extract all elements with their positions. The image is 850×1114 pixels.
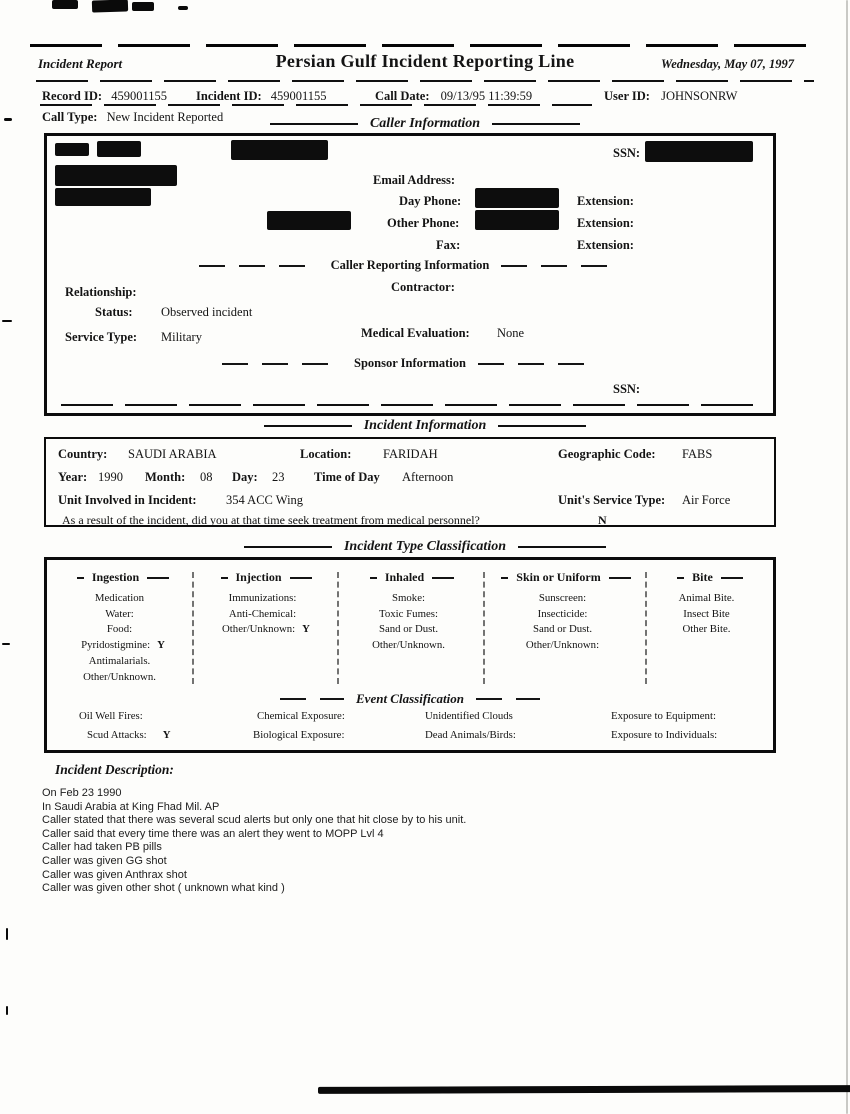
user-id-value: JOHNSONRW — [661, 89, 738, 103]
redaction-bar-other-phone — [475, 210, 559, 230]
classification-item-label: Insecticide: — [537, 607, 588, 620]
event-item-exposure-to-individuals — [611, 729, 733, 741]
classification-item-label: Sand or Dust. — [532, 623, 593, 636]
classification-item — [341, 591, 483, 607]
medical-evaluation-label: Medical Evaluation: — [361, 326, 470, 340]
caller-information-section-title: Caller Information — [0, 116, 850, 132]
event-item-label: Chemical Exposure: — [257, 710, 345, 722]
contractor-label: Contractor: — [391, 280, 455, 294]
ssn-label: SSN: — [613, 146, 641, 160]
call-type-value: New Incident Reported — [106, 110, 224, 124]
geographic-code-label: Geographic Code: — [558, 447, 656, 461]
record-id-field — [42, 89, 167, 103]
event-item-label: Dead Animals/Birds: — [425, 729, 516, 741]
call-date-field — [375, 89, 532, 103]
classification-group-title: Skin or Uniform — [487, 570, 645, 585]
relationship-label: Relationship: — [65, 285, 137, 299]
classification-item-label: Immunizations: — [228, 592, 297, 604]
redaction-bar-name — [55, 143, 89, 156]
classification-group-injection — [197, 570, 335, 638]
country-label: Country: — [58, 447, 108, 461]
event-item-unidentified-clouds — [425, 710, 529, 722]
redaction-bar-address — [55, 165, 177, 186]
classification-item — [651, 607, 769, 623]
month-label: Month: — [145, 470, 186, 484]
classification-group-ingestion — [55, 570, 191, 685]
event-item-label: Biological Exposure: — [253, 729, 345, 741]
day-phone-label: Day Phone: — [399, 194, 462, 208]
scan-artifact-line — [30, 44, 822, 47]
incident-id-label: Incident ID: — [196, 89, 262, 103]
location-label: Location: — [300, 447, 352, 461]
call-type-label: Call Type: — [42, 110, 98, 124]
redaction-bar-address — [55, 188, 151, 206]
unit-involved-value: 354 ACC Wing — [226, 493, 304, 507]
column-separator — [483, 572, 485, 684]
classification-group-title: Ingestion — [55, 570, 191, 585]
incident-id-field — [196, 89, 327, 103]
extension-label: Extension: — [577, 194, 634, 208]
classification-item — [55, 670, 191, 686]
event-item-chemical-exposure — [257, 710, 361, 722]
service-type-label: Service Type: — [65, 330, 138, 344]
event-item-dead-animals-birds — [425, 729, 532, 741]
classification-item — [487, 638, 645, 654]
column-separator — [645, 572, 647, 684]
caller-box-bottom-rule — [61, 404, 759, 406]
month-value: 08 — [200, 470, 213, 484]
extension-label: Extension: — [577, 216, 634, 230]
classification-item-label: Other/Unknown. — [83, 670, 156, 683]
classification-item — [651, 591, 769, 607]
redaction-bar-ssn — [645, 141, 753, 162]
header-date: Wednesday, May 07, 1997 — [661, 57, 794, 71]
classification-item — [651, 622, 769, 638]
incident-type-classification-section-title: Incident Type Classification — [0, 539, 850, 555]
day-label: Day: — [232, 470, 258, 484]
classification-item-label: Other/Unknown. — [372, 639, 445, 652]
column-separator — [192, 572, 194, 684]
scan-artifact — [52, 0, 78, 9]
classification-item — [55, 607, 191, 623]
description-line: Caller was given Anthrax shot — [42, 868, 187, 881]
classification-item — [55, 622, 191, 638]
record-id-label: Record ID: — [42, 89, 103, 103]
column-separator — [337, 572, 339, 684]
classification-item — [487, 607, 645, 623]
time-of-day-value: Afternoon — [402, 470, 454, 484]
classification-group-bite — [651, 570, 769, 638]
event-item-biological-exposure — [253, 729, 360, 741]
classification-item — [197, 607, 335, 623]
sponsor-ssn-label: SSN: — [613, 382, 641, 396]
redaction-bar-day-phone — [475, 188, 559, 208]
event-item-label: Unidentified Clouds — [425, 710, 513, 722]
call-date-value: 09/13/95 11:39:59 — [440, 89, 533, 103]
classification-group-title: Bite — [651, 570, 769, 585]
caller-information-box — [44, 133, 776, 416]
redaction-bar-name — [231, 140, 328, 160]
scan-artifact — [6, 928, 8, 940]
event-item-value: Y — [162, 729, 171, 741]
classification-item-label: Insect Bite — [683, 607, 730, 620]
classification-item-label: Medication — [94, 592, 145, 604]
user-id-label: User ID: — [604, 89, 650, 103]
day-value: 23 — [272, 470, 285, 484]
event-item-label: Scud Attacks: — [87, 729, 147, 741]
classification-item — [487, 591, 645, 607]
time-of-day-label: Time of Day — [314, 470, 380, 484]
report-type-label: Incident Report — [38, 56, 123, 71]
classification-item-label: Sand or Dust. — [378, 623, 439, 636]
scan-artifact — [92, 0, 128, 13]
geographic-code-value: FABS — [682, 447, 713, 461]
classification-group-title: Injection — [197, 570, 335, 585]
treatment-answer: N — [598, 513, 607, 527]
event-classification-title: Event Classification — [47, 691, 773, 707]
incident-information-box — [44, 437, 776, 527]
redaction-bar-name — [97, 141, 141, 157]
classification-item-label: Antimalarials. — [88, 654, 151, 667]
header-rule — [36, 80, 814, 82]
description-line: Caller was given other shot ( unknown what kind ) — [42, 882, 285, 895]
classification-item — [341, 622, 483, 638]
scan-artifact — [132, 2, 154, 11]
scan-artifact — [2, 643, 10, 645]
scan-artifact-bottom-bar — [318, 1085, 850, 1094]
classification-item — [55, 638, 191, 654]
scan-artifact — [2, 320, 12, 322]
classification-item-label: Anti-Chemical: — [228, 607, 297, 620]
classification-item-label: Other/Unknown: — [222, 623, 296, 636]
medical-evaluation-value: None — [497, 326, 525, 340]
unit-involved-label: Unit Involved in Incident: — [58, 493, 197, 507]
classification-group-skin-or-uniform — [487, 570, 645, 654]
service-type-value: Military — [161, 330, 202, 344]
event-item-scud-attacks — [87, 729, 171, 741]
location-value: FARIDAH — [383, 447, 438, 461]
incident-information-section-title: Incident Information — [0, 418, 850, 434]
country-value: SAUDI ARABIA — [128, 447, 217, 461]
classification-item — [55, 591, 191, 607]
classification-item-label: Other/Unknown: — [525, 639, 600, 652]
other-phone-label: Other Phone: — [387, 216, 460, 230]
classification-item-label: Smoke: — [392, 592, 425, 604]
classification-item-label: Pyridostigmine: — [81, 639, 151, 652]
meta-rule — [40, 104, 592, 106]
classification-item-label: Animal Bite. — [678, 592, 735, 604]
page-edge-artifact — [846, 0, 848, 1114]
event-item-oil-well-fires — [79, 710, 159, 722]
event-item-label: Exposure to Individuals: — [611, 729, 718, 741]
classification-item-label: Toxic Fumes: — [379, 607, 438, 620]
incident-id-value: 459001155 — [270, 89, 327, 103]
classification-group-inhaled — [341, 570, 483, 654]
call-date-label: Call Date: — [375, 89, 430, 103]
incident-description-title: Incident Description: — [55, 762, 174, 777]
classification-item — [55, 654, 191, 670]
classification-item-label: Food: — [106, 623, 133, 636]
redaction-bar-phone — [267, 211, 351, 230]
fax-label: Fax: — [436, 238, 461, 252]
page-title: Persian Gulf Incident Reporting Line — [275, 51, 575, 71]
scan-artifact — [6, 1006, 8, 1015]
description-line: Caller stated that there was several scud alerts but only one that hit close by to his unit. — [42, 814, 467, 827]
year-value: 1990 — [98, 470, 123, 484]
classification-item — [341, 607, 483, 623]
email-address-label: Email Address: — [373, 173, 456, 187]
user-id-field — [604, 89, 737, 103]
classification-item — [197, 622, 335, 638]
treatment-question: As a result of the incident, did you at that time seek treatment from medical personnel? — [62, 513, 480, 527]
incident-type-classification-box — [44, 557, 776, 753]
classification-item-value: Y — [302, 623, 310, 636]
classification-item-value: Y — [157, 639, 165, 652]
status-label: Status: — [95, 305, 133, 319]
description-line: On Feb 23 1990 — [42, 787, 122, 799]
event-item-label: Oil Well Fires: — [79, 710, 143, 722]
classification-item — [487, 622, 645, 638]
description-line: Caller was given GG shot — [42, 854, 167, 867]
classification-item — [341, 638, 483, 654]
classification-item-label: Other Bite. — [682, 623, 731, 636]
extension-label: Extension: — [577, 238, 634, 252]
classification-item-label: Sunscreen: — [538, 592, 587, 604]
sponsor-information-title: Sponsor Information — [47, 356, 773, 371]
record-id-value: 459001155 — [111, 89, 167, 103]
caller-reporting-information-title: Caller Reporting Information — [47, 258, 773, 273]
scan-artifact — [178, 6, 188, 10]
event-item-exposure-to-equipment — [611, 710, 732, 722]
incident-description-body — [42, 787, 682, 896]
description-line: Caller had taken PB pills — [42, 841, 162, 854]
event-item-label: Exposure to Equipment: — [611, 710, 716, 722]
description-line: In Saudi Arabia at King Fhad Mil. AP — [42, 800, 220, 813]
year-label: Year: — [58, 470, 88, 484]
description-line: Caller said that every time there was an alert they went to MOPP Lvl 4 — [42, 827, 384, 840]
unit-service-type-label: Unit's Service Type: — [558, 493, 666, 507]
status-value: Observed incident — [161, 305, 253, 319]
unit-service-type-value: Air Force — [682, 493, 731, 507]
classification-item — [197, 591, 335, 607]
classification-group-title: Inhaled — [341, 570, 483, 585]
classification-item-label: Water: — [105, 607, 134, 620]
